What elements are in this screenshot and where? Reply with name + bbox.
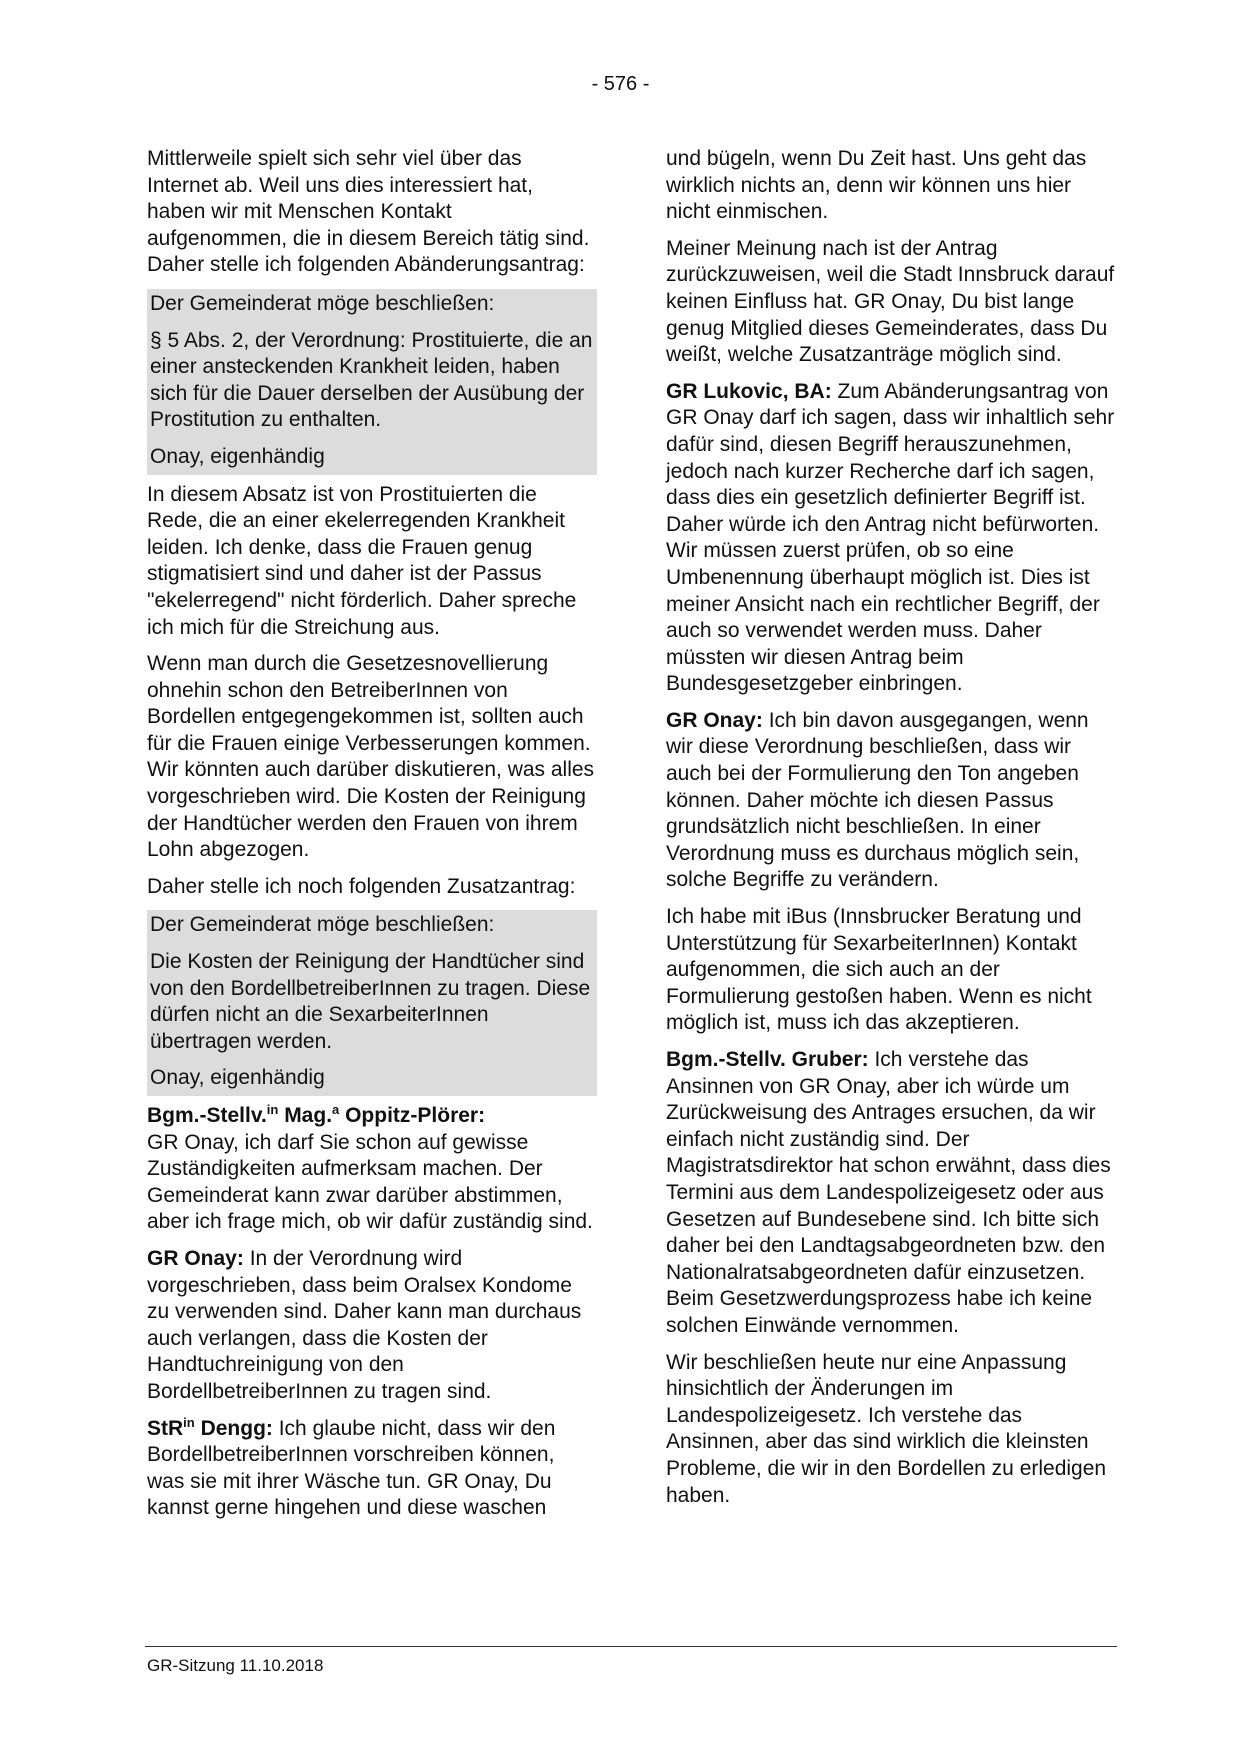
speaker-statement xyxy=(147,1246,597,1406)
speaker-name: Bgm.-Stellv. Gruber: xyxy=(666,1048,869,1071)
paragraph: Ich habe mit iBus (Innsbrucker Beratung und Unterstützung für SexarbeiterInnen) Kontakt aufgenommen, die sich auch an der Formulierung gestoßen haben. Wenn es nicht möglich ist, muss ich das akzeptieren. xyxy=(666,905,1092,1035)
right-column xyxy=(666,146,1116,1519)
statement-text: Ich verstehe das Ansinnen von GR Onay, aber ich würde um Zurückweisung des Antrages ersuchen, da wir einfach nicht zuständig sind. Der Magistratsdirektor hat schon erwähnt, dass dies Termini aus dem Landespolizeigesetz oder aus Gesetzen auf Bundesebene sind. Ich bitte sich daher bei den Landtagsabgeordneten bzw. den Nationalratsabgeordneten dafür einzusetzen. Beim Gesetzwerdungsprozess habe ich keine solchen Einwände vernommen. xyxy=(666,1048,1111,1337)
statement-text: Zum Abänderungsantrag von GR Onay darf ich sagen, dass wir inhaltlich sehr dafür sind, diesen Begriff herauszunehmen, jedoch nach kurzer Recherche darf ich sagen, dass dies ein gesetzlich definierter Begriff ist. Daher würde ich den Antrag nicht befürworten. Wir müssen zuerst prüfen, ob so eine Umbenennung überhaupt möglich ist. Dies ist meiner Ansicht nach ein rechtlicher Begriff, der auch so verwendet werden muss. Daher müssten wir diesen Antrag beim Bundesgesetzgeber einbringen. xyxy=(666,379,1115,696)
motion-box xyxy=(147,910,597,1096)
footer-session-date: GR-Sitzung 11.10.2018 xyxy=(147,1656,324,1675)
paragraph: Meiner Meinung nach ist der Antrag zurückzuweisen, weil die Stadt Innsbruck darauf keinen Einfluss hat. GR Onay, Du bist lange genug Mitglied dieses Gemeinderates, dass Du weißt, welche Zusatzanträge möglich sind. xyxy=(666,236,1115,367)
statement-text: Ich bin davon ausgegangen, wenn wir diese Verordnung beschließen, dass wir auch bei der Formulierung den Ton angeben können. Daher möchte ich diesen Passus grundsätzlich nicht beschließen. In einer Verordnung muss es durchaus möglich sein, solche Begriffe zu verändern. xyxy=(666,708,1089,892)
statement-text: Ich glaube nicht, dass wir den BordellbetreiberInnen vorschreiben können, was sie mit ihrer Wäsche tun. GR Onay, Du kannst gerne hingehen und diese waschen xyxy=(147,1416,556,1520)
page-number: - 576 - xyxy=(591,73,650,95)
motion-signature: Onay, eigenhändig xyxy=(150,444,325,468)
paragraph: Mittlerweile spielt sich sehr viel über das Internet ab. Weil uns dies interessiert hat, haben wir mit Menschen Kontakt aufgenommen, die in diesem Bereich tätig sind. Daher stelle ich folgenden Abänderungsantrag: xyxy=(147,147,590,277)
left-column xyxy=(147,146,597,1532)
motion-box xyxy=(147,289,597,475)
speaker-statement xyxy=(666,708,1116,894)
motion-text: § 5 Abs. 2, der Verordnung: Prostituierte, die an einer ansteckenden Krankheit leiden, haben sich für die Dauer derselben der Ausübung der Prostitution zu enthalten. xyxy=(150,328,593,432)
paragraph: und bügeln, wenn Du Zeit hast. Uns geht das wirklich nichts an, denn wir können uns hier nicht einmischen. xyxy=(666,147,1087,224)
speaker-name: Bgm.-Stellv.$^{in}$ Mag.$^a$ Oppitz-Plörer: xyxy=(147,1102,486,1127)
speaker-statement xyxy=(147,1103,597,1236)
statement-text: In der Verordnung wird vorgeschrieben, dass beim Oralsex Kondome zu verwenden sind. Daher kann man durchaus auch verlangen, dass die Kosten der Handtuchreinigung von den BordellbetreiberInnen zu tragen sind. xyxy=(147,1246,582,1403)
paragraph: Daher stelle ich noch folgenden Zusatzantrag: xyxy=(147,874,576,898)
speaker-name: GR Lukovic, BA: xyxy=(666,379,832,403)
speaker-statement xyxy=(666,1047,1116,1340)
speaker-name: GR Onay: xyxy=(666,708,763,732)
motion-heading: Der Gemeinderat möge beschließen: xyxy=(150,913,495,937)
motion-text: Die Kosten der Reinigung der Handtücher sind von den BordellbetreiberInnen zu tragen. Diese dürfen nicht an die SexarbeiterInnen übertragen werden. xyxy=(150,950,591,1053)
paragraph: In diesem Absatz ist von Prostituierten die Rede, die an einer ekelerregenden Krankheit leiden. Ich denke, dass die Frauen genug stigmatisiert sind und daher ist der Passus "ekelerregend" nicht förderlich. Daher spreche ich mich für die Streichung aus. xyxy=(147,482,577,639)
paragraph: Wir beschließen heute nur eine Anpassung hinsichtlich der Änderungen im Landespolizeigesetz. Ich verstehe das Ansinnen, aber das sind wirklich die kleinsten Probleme, die wir in den Bordellen zu erledigen haben. xyxy=(666,1350,1107,1507)
paragraph: Wenn man durch die Gesetzesnovellierung ohnehin schon den BetreiberInnen von Bordellen entgegengekommen ist, sollten auch für die Frauen einige Verbesserungen kommen. Wir könnten auch darüber diskutieren, was alles vorgeschrieben wird. Die Kosten der Reinigung der Handtücher werden den Frauen von ihrem Lohn abgezogen. xyxy=(147,652,595,862)
speaker-name: StR$^{in}$ Dengg: xyxy=(147,1414,273,1440)
speaker-name: GR Onay: xyxy=(147,1246,244,1270)
speaker-statement xyxy=(666,379,1116,698)
footer-divider xyxy=(145,1646,1117,1647)
motion-heading: Der Gemeinderat möge beschließen: xyxy=(150,291,495,315)
statement-text: GR Onay, ich darf Sie schon auf gewisse Zuständigkeiten aufmerksam machen. Der Gemeinderat kann zwar darüber abstimmen, aber ich frage mich, ob wir dafür zuständig sind. xyxy=(147,1130,593,1234)
speaker-statement xyxy=(147,1416,597,1522)
motion-signature: Onay, eigenhändig xyxy=(150,1066,325,1090)
